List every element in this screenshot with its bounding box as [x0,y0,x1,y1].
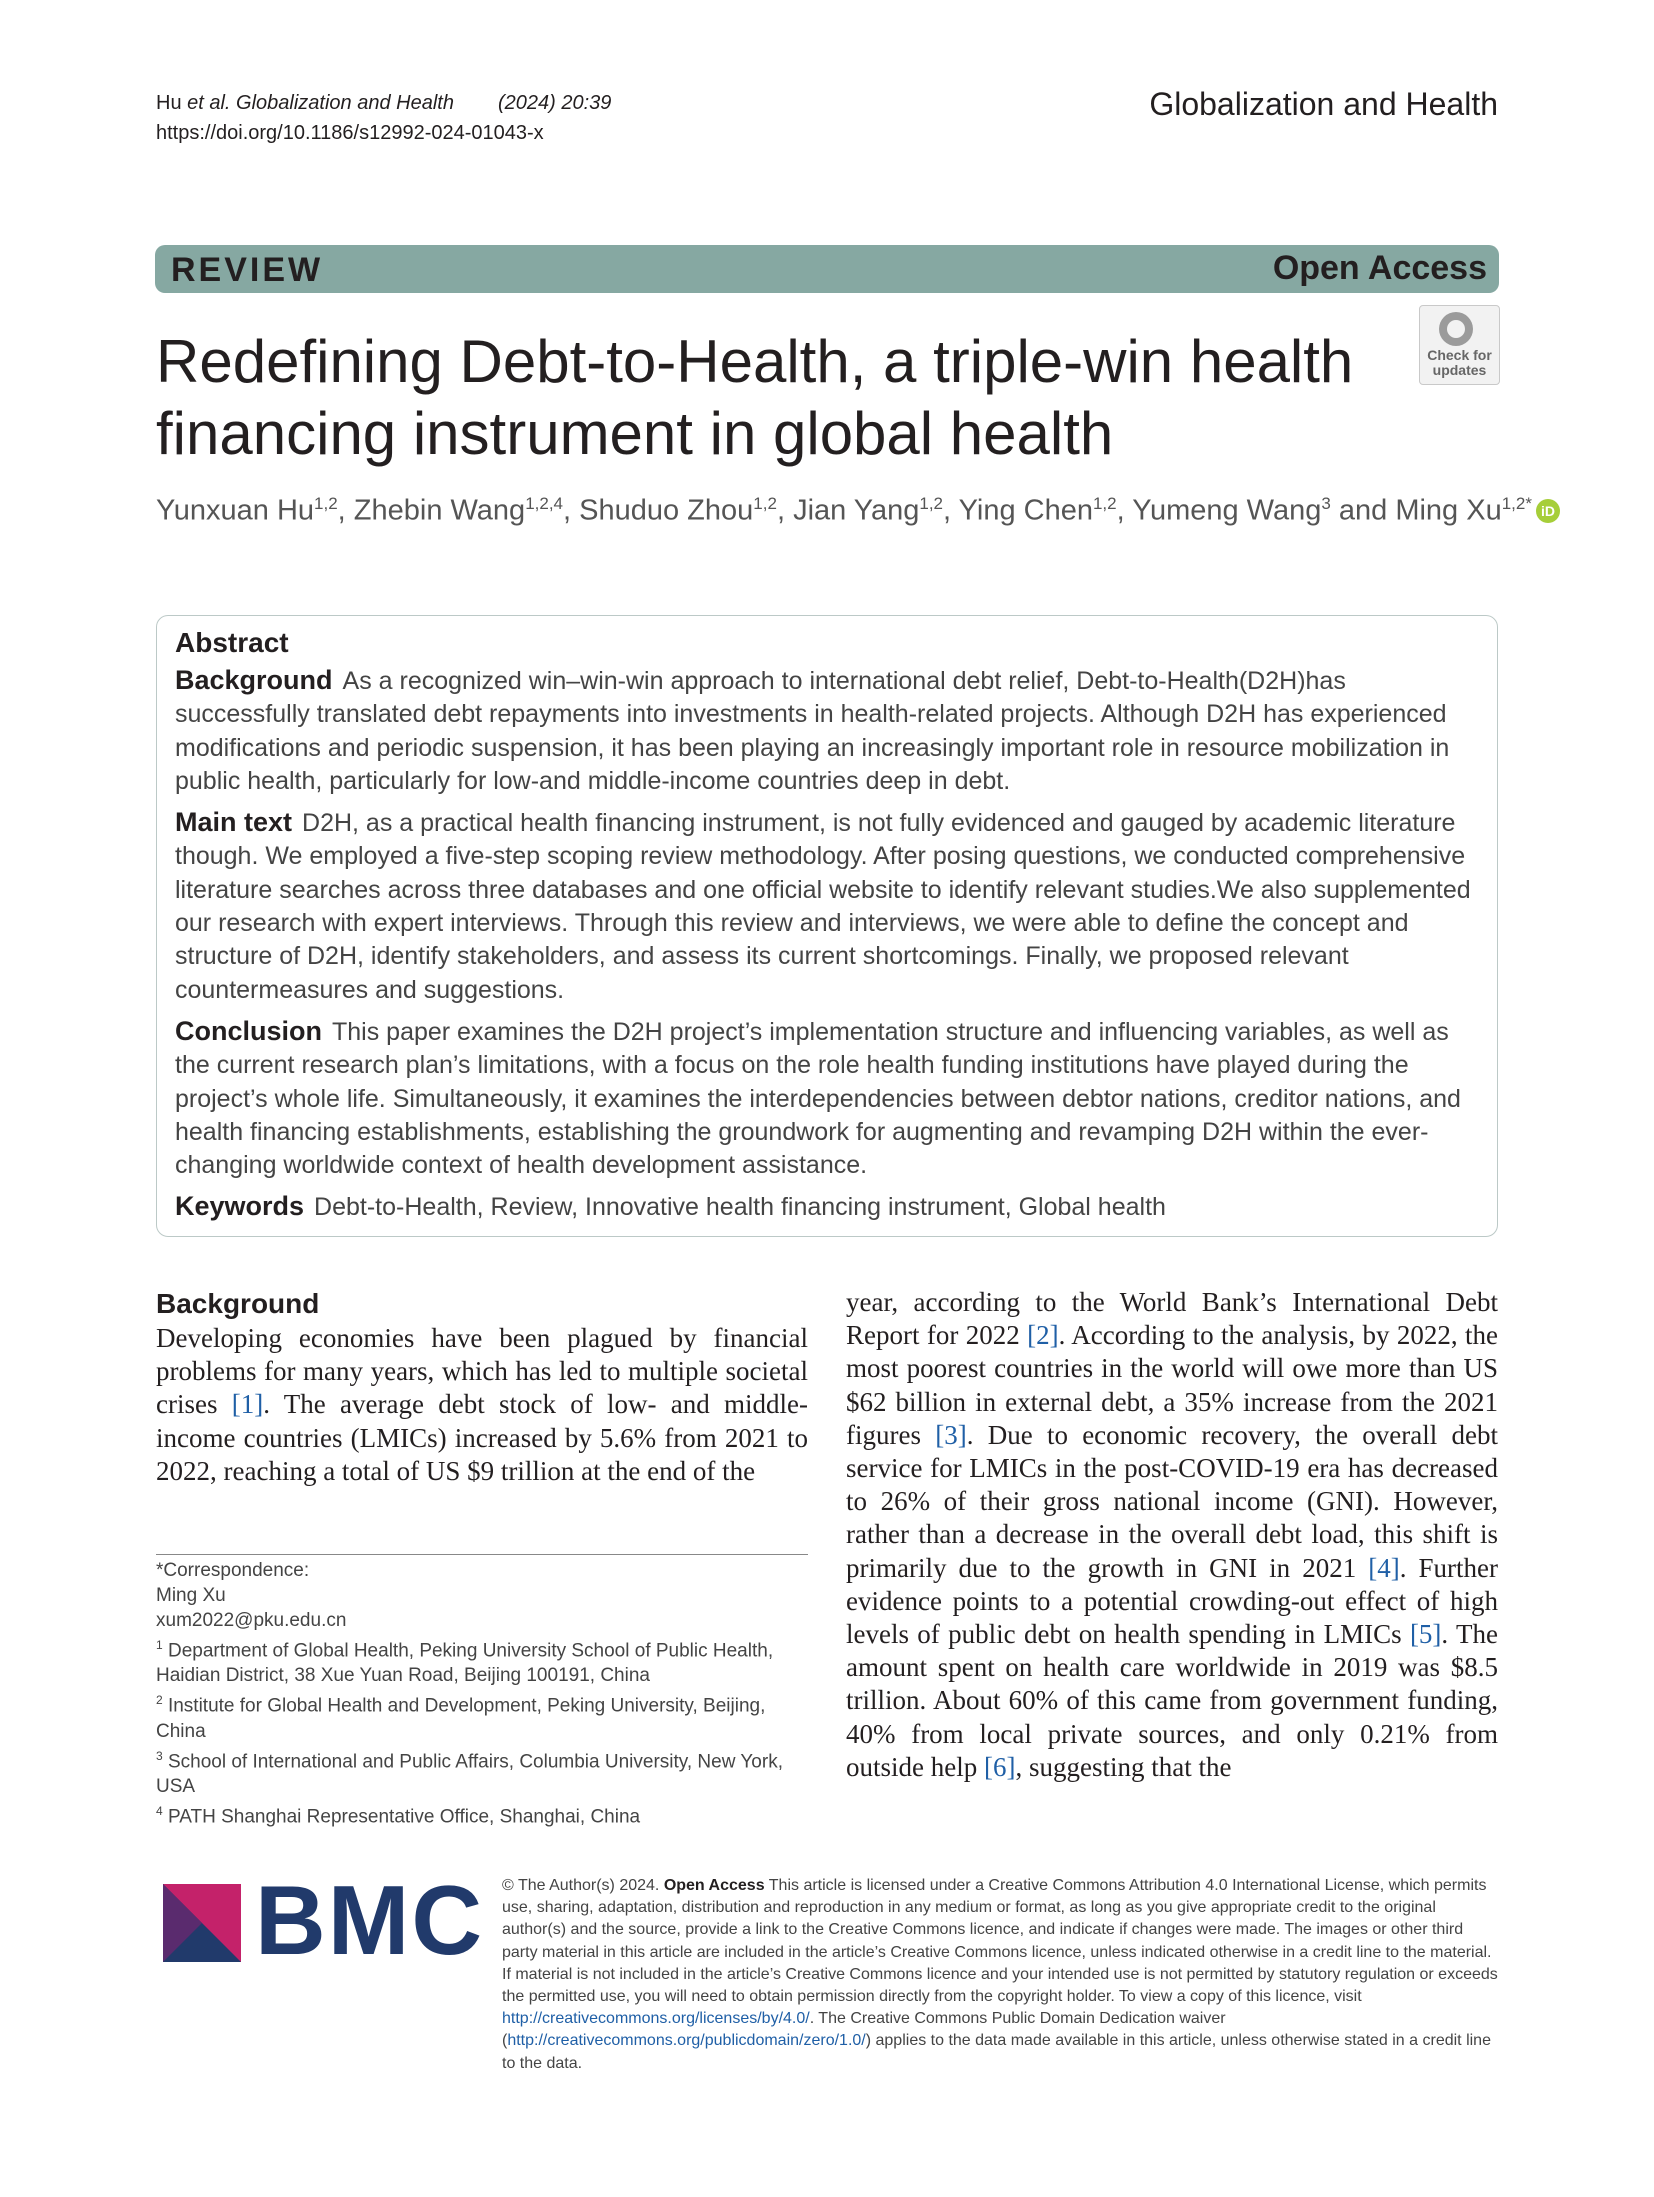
doi-link[interactable]: https://doi.org/10.1186/s12992-024-01043-x [156,122,544,144]
bmc-logo-text: BMC [255,1865,485,1975]
author[interactable]: Ying Chen [958,494,1093,527]
journal-name: Globalization and Health [1149,86,1498,122]
reference-link[interactable]: [2] [1027,1320,1059,1351]
body-paragraph: year, according to the World Bank’s International Debt Report for 2022 [2]. According to the analysis, by 2022, the most poorest countries in the world will owe more than US $62 billion in external debt, a 35% increase from the 2021 figures [3]. Due to economic recovery, the overall debt service for LMICs in the post-COVID-19 era has decreased to 26% of their gross national income (GNI). However, rather than a decrease in the overall debt load, this shift is primarily due to the growth in GNI in 2021 [4]. Further evidence points to a potential crowding-out effect of high levels of public debt on health spending in LMICs [5]. The amount spent on health care worldwide in 2019 was $8.5 trillion. About 60% of this came from government funding, 40% from local private sources, and only 0.21% from outside help [6], suggesting that the [846,1287,1499,1782]
author-affiliation: 1,2 [753,494,777,513]
correspondence-label: *Correspondence: [156,1560,310,1581]
check-for-updates-label: Check for updates [1427,347,1492,378]
citation-authors: Hu [156,92,188,114]
article-title: Redefining Debt-to-Health, a triple-win health financing instrument in global health [156,328,1354,467]
article-type: REVIEW [171,251,324,289]
section-heading: Background [156,1288,320,1319]
license-notice: © The Author(s) 2024. Open Access This article is licensed under a Creative Commons Attribution 4.0 International License, which permits use, sharing, adaptation, distribution and reproduction in any medium or format, as long as you give appropriate credit to the original author(s) and the source, provide a link to the Creative Commons licence, and indicate if changes were made. The images or other third party material in this article are included in the article’s Creative Commons licence, unless indicated otherwise in a credit line to the material. If material is not included in the article’s Creative Commons licence and your intended use is not permitted by statutory regulation or exceeds the permitted use, you will need to obtain permission directly from the copyright holder. To view a copy of this licence, visit http://creativecommons.org/licenses/by/4.0/. The Creative Commons Public Domain Dedication waiver (http://creativecommons.org/publicdomain/zero/1.0/) applies to the data made available in this article, unless otherwise stated in a credit line to the data. [502,1877,1498,2072]
body-column-left [156,1286,808,1488]
update-icon [1439,312,1473,346]
citation-line [156,88,611,118]
author[interactable]: Shuduo Zhou [579,494,754,527]
author-affiliation: 1,2* [1501,494,1532,513]
abstract-keywords: Keywords Debt-to-Health, Review, Innovative health financing instrument, Global health [175,1191,1166,1222]
author-affiliation: 1,2 [314,494,338,513]
license-link[interactable]: http://creativecommons.org/licenses/by/4.0/ [502,2010,810,2028]
citation-header [156,88,611,148]
author[interactable]: Yumeng Wang [1132,494,1322,527]
affiliation-4: $^4$ PATH Shanghai Representative Office, Shanghai, China [156,1803,641,1828]
orcid-icon[interactable]: iD [1536,499,1560,523]
abstract-conclusion: Conclusion This paper examines the D2H project’s implementation structure and influencing variables, as well as the current research plan’s limitations, with a focus on the role health funding institutions have played during the project’s whole life. Simultaneously, it examines the interdependencies between debtor nations, creditor nations, and health financing establishments, establishing the groundwork for augmenting and revamping D2H within the ever-changing worldwide context of health development assistance. [175,1015,1461,1180]
reference-link[interactable]: [4] [1368,1552,1400,1583]
article-type-banner [155,245,1499,293]
author[interactable]: Jian Yang [793,494,920,527]
footnote-divider [156,1554,808,1555]
author[interactable]: Ming Xu [1395,494,1502,527]
bmc-logo-mark-icon [163,1884,241,1962]
check-for-updates-button[interactable] [1419,305,1500,385]
reference-link[interactable]: [3] [935,1419,967,1450]
correspondence-email[interactable]: xum2022@pku.edu.cn [156,1610,347,1631]
author-affiliation: 1,2 [1092,494,1117,513]
author[interactable]: Yunxuan Hu [156,494,315,527]
public-domain-link[interactable]: http://creativecommons.org/publicdomain/zero/1.0/ [507,2032,866,2050]
open-access-label: Open Access [1272,249,1487,287]
citation-journal: Globalization and Health [236,92,454,114]
abstract-background: Background As a recognized win–win-win approach to international debt relief, Debt-to-Health(D2H)has successfully translated debt repayments into investments in health-related projects. Although D2H has experienced modifications and periodic suspension, it has been playing an increasingly important role in resource mobilization in public health, particularly for low-and middle-income countries deep in debt. [175,665,1450,795]
citation-year: (2024) 20:39 [497,92,612,114]
affiliation-2: $^2$ Institute for Global Health and Development, Peking University, Beijing, China [156,1693,766,1742]
footnotes [156,1558,808,1829]
abstract-heading: Abstract [175,627,289,658]
author-list: Yunxuan Hu$^{1,2}$, Zhebin Wang$^{1,2,4}$, Shuduo Zhou$^{1,2}$, Jian Yang$^{1,2}$, Ying Chen$^{1,2}$, Yumeng Wang$^3$ and Ming $Xu^{1,2*}$ iD [156,494,1560,528]
reference-link[interactable]: [6] [983,1751,1016,1782]
bmc-logo[interactable] [163,1865,485,1975]
affiliation-1: $^1$ Department of Global Health, Peking University School of Public Health, Haidian District, 38 Xue Yuan Road, Beijing 100191, China [156,1638,774,1687]
body-column-right [846,1286,1498,1784]
correspondence-name: Ming Xu [156,1585,226,1606]
abstract-box [156,615,1498,1237]
author[interactable]: Zhebin Wang [353,494,526,527]
author-affiliation: 1,2,4 [525,494,564,513]
reference-link[interactable]: [1] [231,1389,264,1420]
body-paragraph: Developing economies have been plagued by financial problems for many years, which has led to multiple societal crises [1]. The average debt stock of low- and middle-income countries (LMICs) increased by 5.6% from 2021 to 2022, reaching a total of US $9 trillion at the end of the [156,1323,808,1486]
affiliation-3: $^3$ School of International and Public Affairs, Columbia University, New York, USA [156,1748,783,1797]
author-affiliation: 3 [1321,494,1331,513]
author-affiliation: 1,2 [919,494,944,513]
citation-etal: et al. [187,92,231,114]
abstract-main-text: Main text D2H, as a practical health financing instrument, is not fully evidenced and gauged by academic literature though. We employed a five-step scoping review methodology. After posing questions, we conducted comprehensive literature searches across three databases and one official website to identify relevant studies.We also supplemented our research with expert interviews. Through this review and interviews, we were able to define the concept and structure of D2H, identify stakeholders, and assess its current shortcomings. Finally, we proposed relevant countermeasures and suggestions. [175,807,1471,1004]
reference-link[interactable]: [5] [1409,1619,1442,1650]
